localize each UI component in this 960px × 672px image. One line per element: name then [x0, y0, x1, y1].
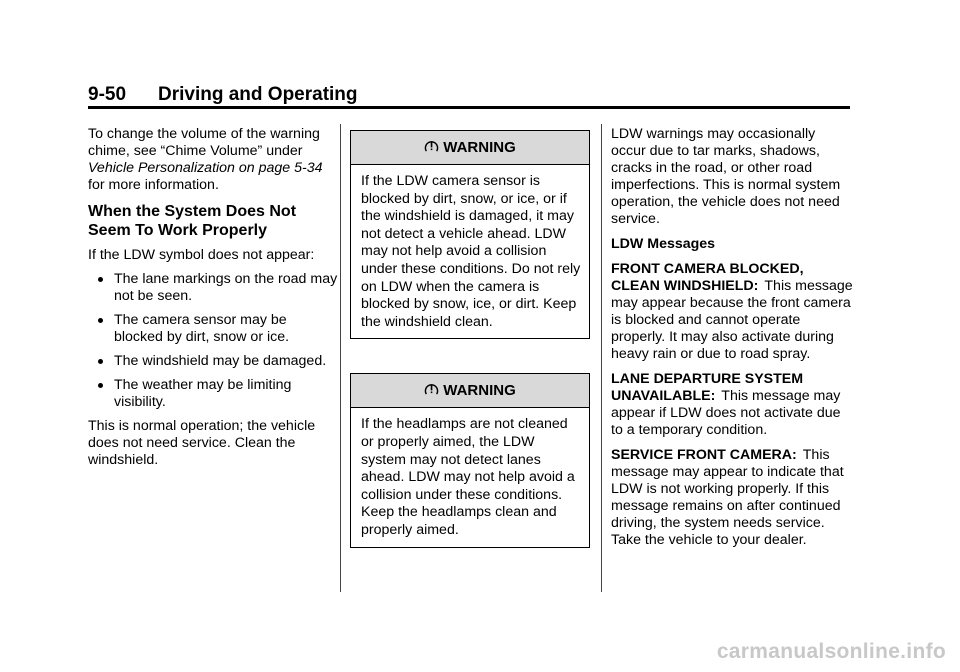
message-label: FRONT CAMERA BLOCKED, CLEAN WINDSHIELD: — [611, 261, 804, 294]
column-middle — [350, 130, 590, 582]
message-description: This message may appear because the front camera is blocked and cannot operate properly. It may also activate during heavy rain or due to road spray. — [611, 278, 853, 362]
message-label: SERVICE FRONT CAMERA: — [611, 447, 797, 463]
list-item-text: The windshield may be damaged. — [114, 353, 327, 369]
list-item — [88, 353, 338, 370]
bullet-icon — [98, 277, 103, 282]
message-description: This message may appear to indicate that LDW is not working properly. If this message remains on after continued driving, the system needs service. Take the vehicle to your dealer. — [611, 447, 844, 548]
column-divider — [340, 124, 341, 592]
message-description: This message may appear if LDW does not activate due to a temporary condition. — [611, 388, 841, 438]
lead-text: If the LDW symbol does not appear: — [88, 247, 315, 263]
section-title: Driving and Operating — [158, 84, 358, 105]
warning-symbol-icon — [424, 381, 439, 396]
cross-reference-link[interactable]: Vehicle Personalization on page 5-34 — [88, 160, 323, 176]
intro-text-end: for more information. — [88, 177, 219, 193]
closing-paragraph: This is normal operation; the vehicle does not need service. Clean the windshield. — [88, 418, 316, 468]
bullet-icon — [98, 318, 103, 323]
list-item-text: The lane markings on the road may not be seen. — [114, 271, 338, 304]
column-right — [611, 126, 853, 557]
warning-symbol-icon — [424, 138, 439, 153]
bullet-icon — [98, 383, 103, 388]
warning-header — [351, 131, 589, 165]
column-left — [88, 126, 338, 469]
message-entry — [611, 261, 853, 363]
message-entry — [611, 371, 853, 439]
list-item — [88, 271, 338, 305]
bullet-list — [88, 271, 338, 411]
subheading: When the System Does Not Seem To Work Properly — [88, 203, 297, 239]
message-entry — [611, 447, 853, 549]
list-item — [88, 377, 338, 411]
page-number: 9-50 — [88, 84, 127, 105]
list-item-text: The weather may be limiting visibility. — [114, 377, 292, 410]
ldw-messages-heading: LDW Messages — [611, 236, 716, 252]
watermark: carmanualsonline.info — [716, 640, 946, 663]
warning-header — [351, 374, 589, 408]
warning-text: If the LDW camera sensor is blocked by dirt, snow, or ice, or if the windshield is damaged, it may not detect a vehicle ahead. LDW may not help avoid a collision under these conditions. Do not rely on LDW when the camera is blocked by snow, ice, or dirt. Keep the windshield clean. — [361, 173, 581, 330]
intro-text: To change the volume of the warning chime, see “Chime Volume” under — [88, 126, 320, 159]
warning-title: WARNING — [443, 139, 516, 156]
list-item-text: The camera sensor may be blocked by dirt, snow or ice. — [114, 312, 290, 345]
warning-title: WARNING — [443, 382, 516, 400]
page-header — [88, 84, 850, 109]
warning-box — [350, 373, 590, 547]
message-label: LANE DEPARTURE SYSTEM UNAVAILABLE: — [611, 371, 804, 404]
ldw-intro-paragraph: LDW warnings may occasionally occur due to tar marks, shadows, cracks in the road, or other road imperfections. This is normal system operation, the vehicle does not need service. — [611, 126, 841, 227]
list-item — [88, 312, 338, 346]
column-divider — [601, 124, 602, 592]
warning-box — [350, 130, 590, 339]
chime-volume-paragraph — [88, 126, 338, 194]
warning-text: If the headlamps are not cleaned or properly aimed, the LDW system may not detect lanes ahead. LDW may not help avoid a collision under these conditions. Keep the headlamps clean and properly aimed. — [361, 416, 575, 538]
bullet-icon — [98, 359, 103, 364]
